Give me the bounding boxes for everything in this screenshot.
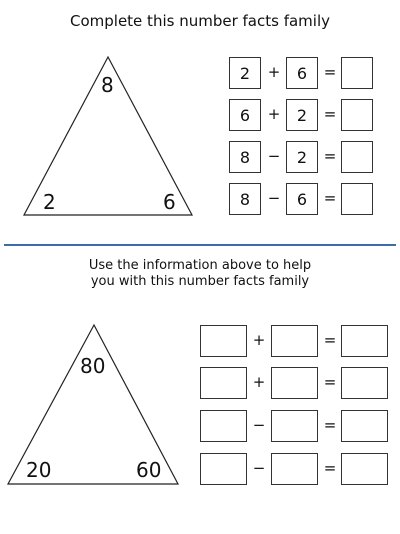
eq1-2-equals: = bbox=[323, 105, 337, 123]
eq2-3-a-box[interactable] bbox=[200, 410, 247, 442]
eq2-1-a-box[interactable] bbox=[200, 325, 247, 357]
eq1-1-equals: = bbox=[323, 63, 337, 81]
eq1-4-b-box: 6 bbox=[286, 183, 318, 215]
eq2-2-b-box[interactable] bbox=[271, 367, 318, 399]
eq1-2-b-box: 2 bbox=[286, 99, 318, 131]
eq1-2-operator: + bbox=[267, 105, 281, 123]
eq1-3-equals: = bbox=[323, 147, 337, 165]
eq2-1-answer-box[interactable] bbox=[341, 325, 388, 357]
eq2-4-answer-box[interactable] bbox=[341, 453, 388, 485]
eq1-4-a-box: 8 bbox=[229, 183, 261, 215]
eq2-2-answer-box[interactable] bbox=[341, 367, 388, 399]
eq1-3-a-box: 8 bbox=[229, 141, 261, 173]
triangle1-top-number: 8 bbox=[101, 73, 114, 97]
eq1-1-a-box: 2 bbox=[229, 57, 261, 89]
eq1-4-equals: = bbox=[323, 189, 337, 207]
eq2-2-equals: = bbox=[323, 373, 337, 391]
eq2-3-operator: − bbox=[252, 416, 266, 434]
triangle1-right-number: 6 bbox=[163, 190, 176, 214]
eq2-3-answer-box[interactable] bbox=[341, 410, 388, 442]
section2-title-line1: Use the information above to help bbox=[88, 258, 312, 273]
section1-title: Complete this number facts family bbox=[70, 12, 330, 30]
eq1-1-operator: + bbox=[267, 63, 281, 81]
eq1-4-operator: − bbox=[267, 189, 281, 207]
eq2-4-b-box[interactable] bbox=[271, 453, 318, 485]
eq2-2-operator: + bbox=[252, 373, 266, 391]
eq2-4-a-box[interactable] bbox=[200, 453, 247, 485]
eq2-1-operator: + bbox=[252, 331, 266, 349]
eq2-1-b-box[interactable] bbox=[271, 325, 318, 357]
eq1-1-b-box: 6 bbox=[286, 57, 318, 89]
eq2-3-b-box[interactable] bbox=[271, 410, 318, 442]
eq1-2-a-box: 6 bbox=[229, 99, 261, 131]
eq2-4-equals: = bbox=[323, 459, 337, 477]
eq1-3-operator: − bbox=[267, 147, 281, 165]
triangle2-top-number: 80 bbox=[80, 354, 106, 378]
eq2-3-equals: = bbox=[323, 416, 337, 434]
triangle2-left-number: 20 bbox=[26, 458, 52, 482]
triangle1-left-number: 2 bbox=[43, 190, 56, 214]
section2-title-line2: you with this number facts family bbox=[90, 274, 310, 289]
eq2-2-a-box[interactable] bbox=[200, 367, 247, 399]
eq1-3-b-box: 2 bbox=[286, 141, 318, 173]
eq2-1-equals: = bbox=[323, 331, 337, 349]
eq2-4-operator: − bbox=[252, 459, 266, 477]
triangle2-right-number: 60 bbox=[136, 458, 162, 482]
